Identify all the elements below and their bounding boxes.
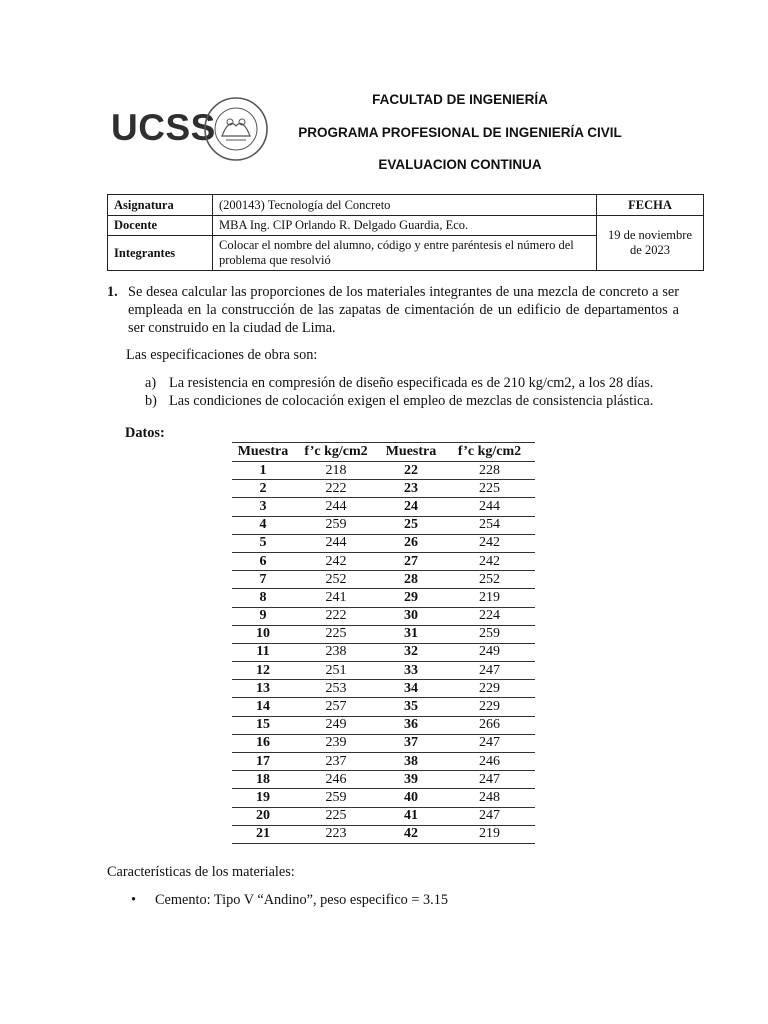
sample-number-cell: 28 <box>378 571 444 589</box>
strength-value-cell: 266 <box>444 716 535 734</box>
table-header-row <box>232 443 535 462</box>
sample-number-cell: 14 <box>232 698 294 716</box>
strength-value-cell: 229 <box>444 680 535 698</box>
sample-number-cell: 21 <box>232 825 294 843</box>
asignatura-label: Asignatura <box>108 195 213 216</box>
header-muestra: Muestra <box>378 443 444 462</box>
strength-value-cell: 246 <box>444 753 535 771</box>
sample-number-cell: 16 <box>232 734 294 752</box>
strength-value-cell: 223 <box>294 825 378 843</box>
fecha-value-line-2: de 2023 <box>630 243 670 257</box>
strength-value-cell: 247 <box>444 662 535 680</box>
sample-number-cell: 31 <box>378 625 444 643</box>
strength-value-cell: 229 <box>444 698 535 716</box>
spec-letter: a) <box>145 375 157 391</box>
table-row <box>232 462 535 480</box>
strength-value-cell: 219 <box>444 825 535 843</box>
strength-value-cell: 244 <box>294 534 378 552</box>
sample-number-cell: 36 <box>378 716 444 734</box>
strength-value-cell: 225 <box>444 480 535 498</box>
sample-number-cell: 29 <box>378 589 444 607</box>
sample-number-cell: 6 <box>232 552 294 570</box>
table-row <box>232 607 535 625</box>
header-muestra: Muestra <box>232 443 294 462</box>
sample-number-cell: 37 <box>378 734 444 752</box>
strength-value-cell: 259 <box>294 789 378 807</box>
header-fc: f’c kg/cm2 <box>444 443 535 462</box>
fecha-value-line-1: 19 de noviembre <box>607 228 692 242</box>
strength-value-cell: 249 <box>294 716 378 734</box>
sample-number-cell: 24 <box>378 498 444 516</box>
table-row <box>232 771 535 789</box>
sample-number-cell: 1 <box>232 462 294 480</box>
sample-number-cell: 11 <box>232 643 294 661</box>
strength-value-cell: 225 <box>294 807 378 825</box>
bullet-icon: • <box>131 892 137 908</box>
sample-number-cell: 18 <box>232 771 294 789</box>
sample-number-cell: 33 <box>378 662 444 680</box>
table-row <box>232 571 535 589</box>
spec-text: Las condiciones de colocación exigen el empleo de mezclas de consistencia plástica. <box>169 393 654 409</box>
table-row <box>232 680 535 698</box>
strength-value-cell: 251 <box>294 662 378 680</box>
strength-value-cell: 242 <box>294 552 378 570</box>
sample-number-cell: 4 <box>232 516 294 534</box>
strength-value-cell: 253 <box>294 680 378 698</box>
sample-number-cell: 17 <box>232 753 294 771</box>
problem-number: 1. <box>107 284 118 300</box>
sample-number-cell: 3 <box>232 498 294 516</box>
fecha-value <box>597 216 704 271</box>
table-row <box>232 753 535 771</box>
strength-value-cell: 244 <box>294 498 378 516</box>
spec-letter: b) <box>145 393 157 409</box>
datos-label: Datos: <box>125 425 165 441</box>
strength-value-cell: 225 <box>294 625 378 643</box>
strength-value-cell: 257 <box>294 698 378 716</box>
table-row <box>232 716 535 734</box>
sample-number-cell: 40 <box>378 789 444 807</box>
materials-list-item <box>131 891 448 909</box>
faculty-title: FACULTAD DE INGENIERÍA <box>372 92 548 107</box>
sample-number-cell: 7 <box>232 571 294 589</box>
program-title: PROGRAMA PROFESIONAL DE INGENIERÍA CIVIL <box>298 125 622 140</box>
table-row <box>232 552 535 570</box>
table-row <box>232 789 535 807</box>
sample-number-cell: 2 <box>232 480 294 498</box>
strength-value-cell: 218 <box>294 462 378 480</box>
header-fc: f’c kg/cm2 <box>294 443 378 462</box>
spec-intro: Las especificaciones de obra son: <box>126 347 318 363</box>
strength-value-cell: 228 <box>444 462 535 480</box>
strength-value-cell: 259 <box>294 516 378 534</box>
evaluation-title: EVALUACION CONTINUA <box>378 157 542 172</box>
course-info-table <box>107 194 704 271</box>
sample-number-cell: 10 <box>232 625 294 643</box>
sample-number-cell: 25 <box>378 516 444 534</box>
docente-value: MBA Ing. CIP Orlando R. Delgado Guardia, Eco. <box>213 216 597 236</box>
strength-value-cell: 238 <box>294 643 378 661</box>
table-row <box>232 825 535 843</box>
table-row <box>232 625 535 643</box>
table-row <box>232 534 535 552</box>
table-row <box>232 698 535 716</box>
asignatura-value: (200143) Tecnología del Concreto <box>213 195 597 216</box>
sample-number-cell: 19 <box>232 789 294 807</box>
sample-number-cell: 39 <box>378 771 444 789</box>
ucss-logo <box>107 93 272 165</box>
sample-number-cell: 22 <box>378 462 444 480</box>
strength-value-cell: 254 <box>444 516 535 534</box>
table-row <box>232 480 535 498</box>
material-text: Cemento: Tipo V “Andino”, peso especifico = 3.15 <box>155 892 449 908</box>
sample-number-cell: 12 <box>232 662 294 680</box>
sample-number-cell: 13 <box>232 680 294 698</box>
strength-value-cell: 248 <box>444 789 535 807</box>
strength-value-cell: 247 <box>444 771 535 789</box>
table-row <box>232 498 535 516</box>
table-row <box>232 589 535 607</box>
sample-number-cell: 5 <box>232 534 294 552</box>
strength-value-cell: 252 <box>444 571 535 589</box>
table-row <box>232 516 535 534</box>
strength-value-cell: 246 <box>294 771 378 789</box>
strength-value-cell: 222 <box>294 607 378 625</box>
sample-number-cell: 34 <box>378 680 444 698</box>
integrantes-value: Colocar el nombre del alumno, código y entre paréntesis el número del problema que resolvió <box>213 236 597 271</box>
sample-number-cell: 38 <box>378 753 444 771</box>
table-row <box>232 807 535 825</box>
strength-value-cell: 241 <box>294 589 378 607</box>
table-row <box>232 734 535 752</box>
sample-number-cell: 8 <box>232 589 294 607</box>
strength-value-cell: 247 <box>444 734 535 752</box>
sample-number-cell: 42 <box>378 825 444 843</box>
fecha-label: FECHA <box>597 195 704 216</box>
strength-value-cell: 259 <box>444 625 535 643</box>
strength-value-cell: 222 <box>294 480 378 498</box>
table-row <box>232 662 535 680</box>
sample-number-cell: 26 <box>378 534 444 552</box>
strength-value-cell: 224 <box>444 607 535 625</box>
sample-number-cell: 30 <box>378 607 444 625</box>
table-row <box>232 643 535 661</box>
university-seal-icon <box>202 96 270 162</box>
materials-title: Características de los materiales: <box>107 864 295 880</box>
sample-number-cell: 15 <box>232 716 294 734</box>
strength-value-cell: 247 <box>444 807 535 825</box>
strength-value-cell: 242 <box>444 552 535 570</box>
spec-item <box>145 392 653 410</box>
strength-value-cell: 237 <box>294 753 378 771</box>
docente-label: Docente <box>108 216 213 236</box>
problem-text: Se desea calcular las proporciones de los materiales integrantes de una mezcla de concreto a ser empleada en la construcción de las zapatas de cimentación de un edificio de departamentos a ser construido en la ciudad de Lima. <box>128 284 679 336</box>
samples-table <box>232 442 535 844</box>
table-body <box>232 462 535 844</box>
strength-value-cell: 219 <box>444 589 535 607</box>
strength-value-cell: 244 <box>444 498 535 516</box>
sample-number-cell: 32 <box>378 643 444 661</box>
sample-number-cell: 35 <box>378 698 444 716</box>
strength-value-cell: 242 <box>444 534 535 552</box>
sample-number-cell: 20 <box>232 807 294 825</box>
logo-text: UCSS <box>111 107 216 148</box>
strength-value-cell: 239 <box>294 734 378 752</box>
strength-value-cell: 249 <box>444 643 535 661</box>
spec-item <box>145 374 653 392</box>
strength-value-cell: 252 <box>294 571 378 589</box>
sample-number-cell: 27 <box>378 552 444 570</box>
sample-number-cell: 41 <box>378 807 444 825</box>
sample-number-cell: 9 <box>232 607 294 625</box>
sample-number-cell: 23 <box>378 480 444 498</box>
integrantes-label: Integrantes <box>108 236 213 271</box>
spec-text: La resistencia en compresión de diseño especificada es de 210 kg/cm2, a los 28 días. <box>169 375 654 391</box>
